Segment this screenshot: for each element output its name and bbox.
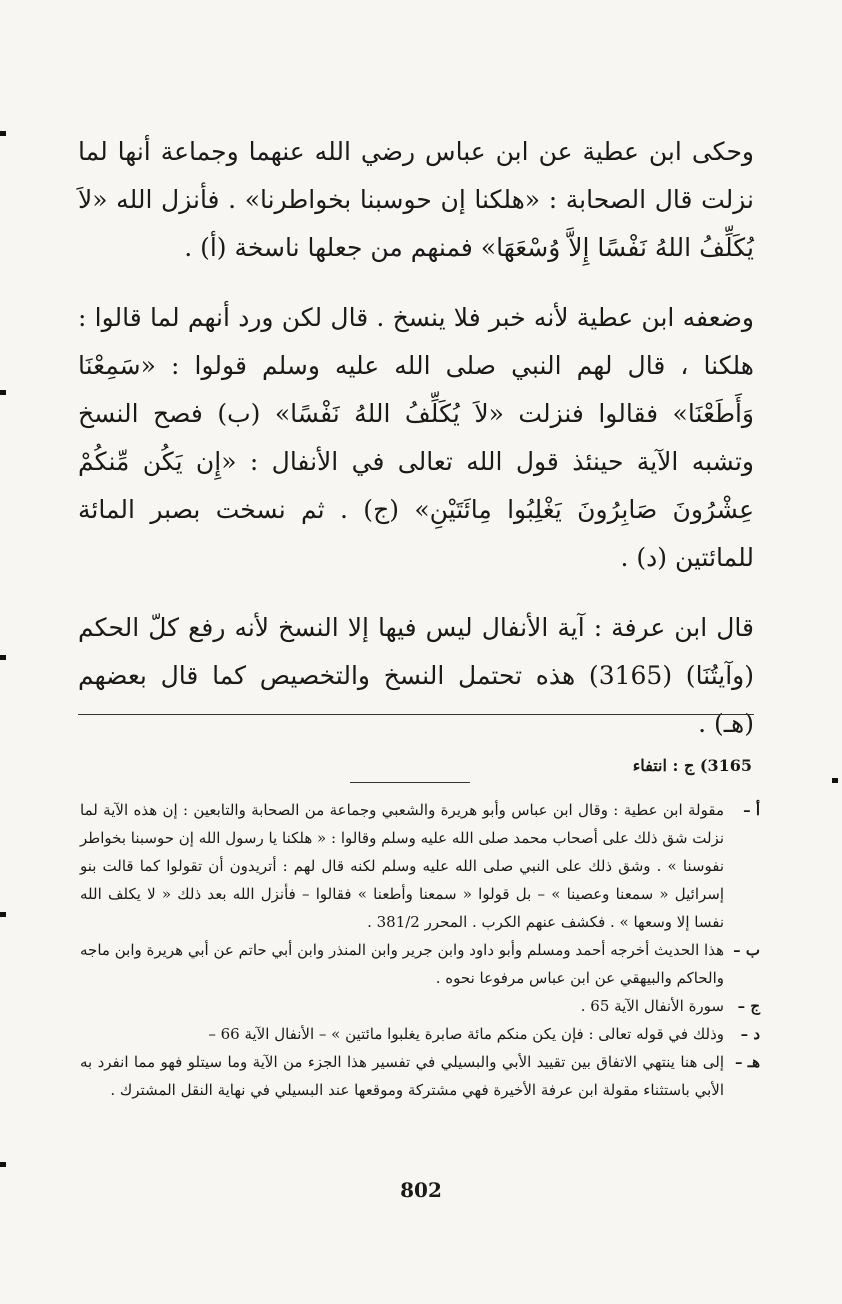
footnotes: [80, 796, 760, 1104]
footnote-letter: د –: [740, 1025, 760, 1043]
footnote-letter: أ –: [743, 801, 760, 819]
margin-mark: [0, 655, 6, 660]
main-text: [78, 128, 754, 748]
footnote: [80, 936, 760, 992]
footnote: [80, 1048, 760, 1104]
footnote-text: هذا الحديث أخرجه أحمد ومسلم وأبو داود وابن جرير وابن المنذر وابن أبي حاتم عن أبي هريرة وابن ماجه والحاكم والبيهقي عن ابن عباس مرفوعا نحوه .: [80, 941, 724, 987]
footnote-text: إلى هنا ينتهي الاتفاق بين تقييد الأبي والبسيلي في تفسير هذا الجزء من الآية وما سيتلو فهو مما انفرد به الأبي باستثناء مقولة ابن عرفة الأخيرة فهي مشتركة وموقعها عند البسيلي في نهاية النقل المشترك .: [80, 1053, 724, 1099]
footnote: [80, 1020, 760, 1048]
margin-mark: [0, 1162, 6, 1167]
footnote-letter: ب –: [733, 941, 760, 959]
footnote-letter: هـ –: [734, 1053, 760, 1071]
margin-mark: [0, 131, 6, 136]
text-divider: [78, 714, 754, 715]
footnote: [80, 796, 760, 936]
paragraph: قال ابن عرفة : آية الأنفال ليس فيها إلا النسخ لأنه رفع كلّ الحكم (وآيتُنَا) (3165) هذه تحتمل النسخ والتخصيص كما قال بعضهم (هـ) .: [78, 613, 754, 738]
footnote-text: وذلك في قوله تعالى : فإن يكن منكم مائة صابرة يغلبوا مائتين » – الأنفال الآية 66 –: [208, 1025, 724, 1043]
margin-mark: [0, 912, 6, 917]
page-number: 802: [400, 1178, 442, 1202]
footnote-divider: [350, 782, 470, 783]
footnote: [80, 992, 760, 1020]
paragraph: وحكى ابن عطية عن ابن عباس رضي الله عنهما وجماعة أنها لما نزلت قال الصحابة : «هلكنا إن حوسبنا بخواطرنا» . فأنزل الله «لاَ يُكَلِّفُ اللهُ نَفْسًا إِلاَّ وُسْعَهَا» فمنهم من جعلها ناسخة (أ) .: [78, 137, 754, 262]
margin-mark: [832, 778, 838, 783]
footnote-text: سورة الأنفال الآية 65 .: [580, 997, 724, 1015]
variant-annotation: 3165) ج : انتفاء: [632, 756, 752, 775]
paragraph: وضعفه ابن عطية لأنه خبر فلا ينسخ . قال لكن ورد أنهم لما قالوا : هلكنا ، قال لهم النبي صلى الله عليه وسلم قولوا : «سَمِعْنَا وَأَطَعْنَا» فقالوا فنزلت «لاَ يُكَلِّفُ اللهُ نَفْسًا» (ب) فصح النسخ وتشبه الآية حينئذ قول الله تعالى في الأنفال : «إِن يَكُن مِّنكُمْ عِشْرُونَ صَابِرُونَ يَغْلِبُوا مِائَتَيْنِ» (ج) . ثم نسخت بصبر المائة للمائتين (د) .: [78, 303, 754, 572]
footnote-letter: ج –: [737, 997, 760, 1015]
margin-mark: [0, 390, 6, 395]
footnote-text: مقولة ابن عطية : وقال ابن عباس وأبو هريرة والشعبي وجماعة من الصحابة والتابعين : إن هذه الآية لما نزلت شق ذلك على أصحاب محمد صلى الله عليه وسلم وقالوا : « هلكنا يا رسول الله إن حوسبنا بخواطر نفوسنا » . وشق ذلك على النبي صلى الله عليه وسلم لكنه قال لهم : أتريدون أن تقولوا كما قالت بنو إسرائيل « سمعنا وعصينا » – بل قولوا « سمعنا وأطعنا » فقالوا – فأنزل الله بعد ذلك « لا يكلف الله نفسا إلا وسعها » . فكشف عنهم الكرب . المحرر 381/2 .: [80, 801, 724, 931]
